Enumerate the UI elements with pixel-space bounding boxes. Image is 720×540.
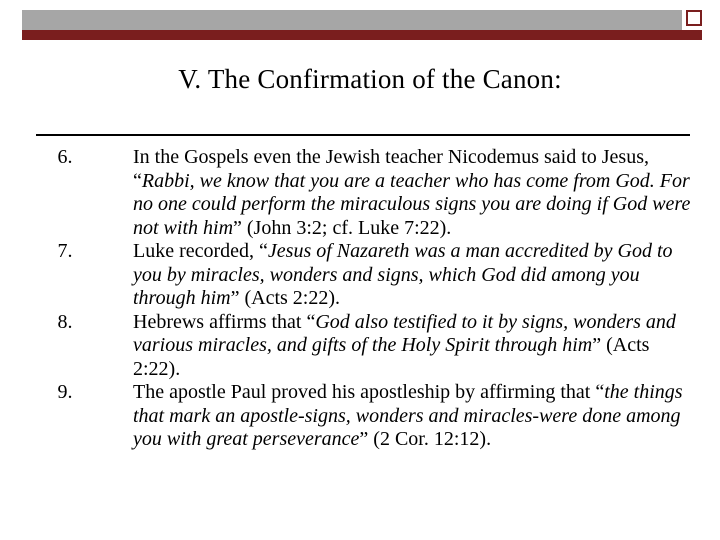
item-text-citation: ” (John 3:2; cf. Luke 7:22). xyxy=(233,216,452,239)
item-number: 7. xyxy=(57,240,73,262)
header-square-fill xyxy=(686,30,702,40)
item-text-plain: In the Gospels even the Jewish teacher Nicodemus said to Jesus, “ xyxy=(133,146,649,192)
header-decoration xyxy=(22,10,702,38)
slide-title: V. The Confirmation of the Canon: xyxy=(178,64,562,94)
list-item xyxy=(0,311,720,382)
item-text-plain: Luke recorded, “ xyxy=(133,240,268,262)
item-text-quote: the things that mark an apostle-signs, wonders and miracles-were done among you with great perseverance xyxy=(133,381,683,450)
header-gray-band xyxy=(22,10,682,30)
title-divider xyxy=(36,134,690,136)
item-text xyxy=(133,146,693,240)
item-number: 8. xyxy=(57,310,73,333)
header-red-line xyxy=(22,30,702,40)
item-text-quote: Jesus of Nazareth was a man accredited by God to you by miracles, wonders and signs, which God did among you through him xyxy=(133,240,673,309)
list-item xyxy=(0,146,720,240)
list-item xyxy=(0,240,720,311)
item-number: 9. xyxy=(57,381,73,403)
item-text xyxy=(133,381,693,452)
item-text-quote: God also testified to it by signs, wonders and various miracles, and gifts of the Holy Spirit through him xyxy=(133,310,676,356)
item-text-plain: Hebrews affirms that “ xyxy=(133,310,316,333)
item-text-citation: ” (Acts 2:22). xyxy=(230,287,341,309)
list-item xyxy=(0,381,720,452)
item-text-quote: Rabbi, we know that you are a teacher who has come from God. For no one could perform the miraculous signs you are doing if God were not with him xyxy=(133,169,691,239)
item-text xyxy=(133,311,693,382)
item-text-citation: ” (2 Cor. 12:12). xyxy=(359,428,492,450)
numbered-list xyxy=(0,146,720,452)
item-text xyxy=(133,240,693,311)
item-text-plain: The apostle Paul proved his apostleship by affirming that “ xyxy=(133,381,605,403)
item-number: 6. xyxy=(57,146,73,168)
header-square-icon xyxy=(686,10,702,26)
item-text-citation: ” (Acts 2:22). xyxy=(133,334,650,380)
